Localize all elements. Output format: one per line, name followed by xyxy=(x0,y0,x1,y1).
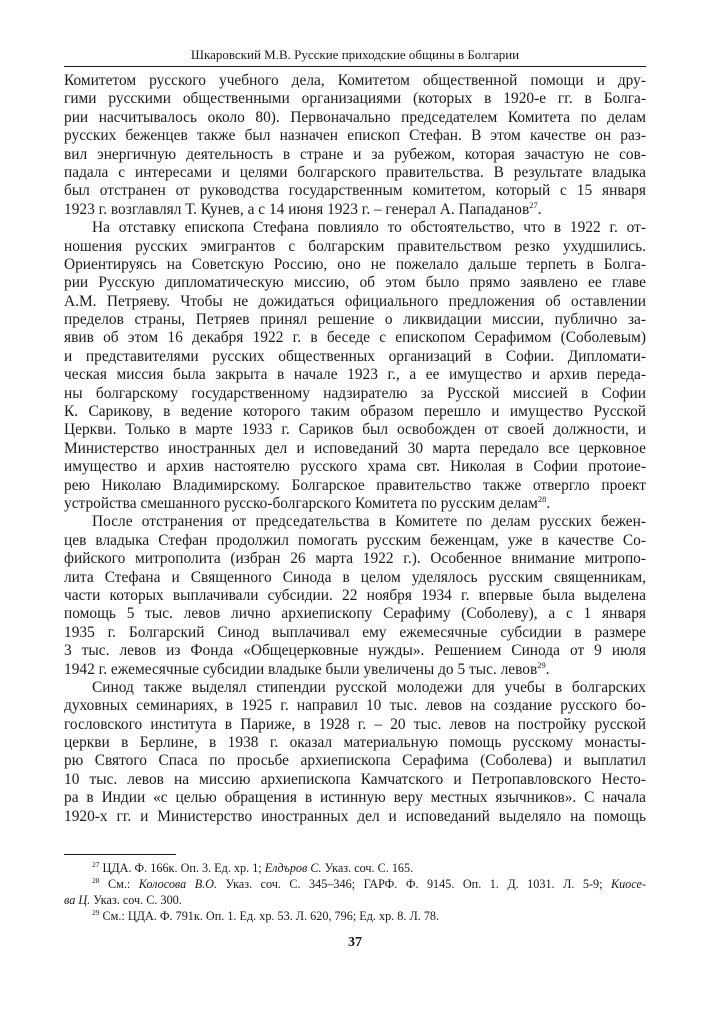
body-line xyxy=(64,366,646,384)
text-run: ны болгарскому государственному надзирателю за Русской миссией в Софии xyxy=(64,384,646,402)
body-line xyxy=(64,311,646,329)
body-line xyxy=(64,808,646,826)
text-run: явив об этом 16 декабря 1922 г. в беседе с епископом Серафимом (Соболевым) xyxy=(64,329,646,347)
body-line xyxy=(64,624,646,642)
text-run: . xyxy=(545,660,550,678)
text-run: гословского института в Париже, в 1928 г. – 20 тыс. левов на постройку русской xyxy=(64,715,646,733)
text-run: Ориентируясь на Советскую Россию, оно не пожелало дальше терпеть в Болга- xyxy=(64,255,646,273)
body-line xyxy=(64,440,646,458)
footnote-ref: 29 xyxy=(92,908,100,917)
author-name: Киосе- xyxy=(610,877,646,891)
text-run: пределов страны, Петряев принял решение о ликвидации миссии, публично за- xyxy=(64,311,646,329)
author-name: Колосова В.О. xyxy=(138,877,218,891)
body-line xyxy=(64,734,646,752)
body-line xyxy=(64,789,646,807)
text-run: . xyxy=(546,494,551,512)
body-line xyxy=(64,495,646,513)
body-line xyxy=(64,532,646,550)
body-line xyxy=(64,697,646,715)
body-line xyxy=(64,164,646,182)
text-run: 1935 г. Болгарский Синод выплачивал ему ежемесячные субсидии в размере xyxy=(64,623,646,641)
body-line xyxy=(64,219,646,237)
text-run: русских беженцев также был назначен епископ Стефан. В этом качестве он раз- xyxy=(64,127,646,145)
body-line xyxy=(64,146,646,164)
text-run: духовных семинариях, в 1925 г. направил 10 тыс. левов на создание русского бо- xyxy=(64,697,646,715)
text-run: После отстранения от председательства в Комитете по делам русских бежен- xyxy=(92,513,646,531)
body-line xyxy=(64,771,646,789)
text-run: цев владыка Стефан продолжил помогать русским беженцам, уже в качестве Со- xyxy=(64,531,646,549)
text-run: 3 тыс. левов из Фонда «Общецерковные нужды». Решением Синода от 9 июля xyxy=(64,642,646,660)
footnote-line xyxy=(64,892,646,908)
footnote-line xyxy=(64,860,646,876)
body-line xyxy=(64,403,646,421)
text-run: Синод также выделял стипендии русской молодежи для учебы в болгарских xyxy=(92,678,646,696)
text-run: А.М. Петряеву. Чтобы не дожидаться официального предложения об оставлении xyxy=(64,292,646,310)
running-head: Шкаровский М.В. Русские приходские общины в Болгарии xyxy=(190,47,520,62)
text-run: К. Сарикову, в ведение которого таким образом перешло и имущество Русской xyxy=(64,403,646,421)
body-line xyxy=(64,182,646,200)
text-run: . xyxy=(537,200,542,218)
text-run: фийского митрополита (избран 26 марта 1922 г.). Особенное внимание митропо- xyxy=(64,550,646,568)
body-line xyxy=(64,238,646,256)
body-line xyxy=(64,477,646,495)
footnote-ref: 28 xyxy=(92,876,100,885)
body-line xyxy=(64,421,646,439)
text-run: См.: xyxy=(99,877,139,891)
body-line xyxy=(64,752,646,770)
body-line xyxy=(64,679,646,697)
text-run: рии Русскую дипломатическую миссию, об этом было прямо заявлено ее главе xyxy=(64,274,646,292)
footnote-rule xyxy=(64,854,176,855)
footnotes xyxy=(64,860,646,924)
text-run: 1942 г. ежемесячные субсидии владыке были увеличены до 5 тыс. левов xyxy=(64,660,538,678)
footnote-ref: 29 xyxy=(537,660,546,670)
text-run: и представителями русских общественных организаций в Софии. Дипломати- xyxy=(64,347,646,365)
text-run: рею Николаю Владимирскому. Болгарское правительство также отвергло проект xyxy=(64,476,646,494)
text-run: ЦДА. Ф. 166к. Оп. 3. Ед. хр. 1; xyxy=(99,861,265,875)
text-run: рии насчитывалось около 80). Первоначально председателем Комитета по делам xyxy=(64,108,646,126)
body-line xyxy=(64,642,646,660)
text-run: падала с интересами и целями болгарского правительства. В результате владыка xyxy=(64,163,646,181)
footnote-ref: 27 xyxy=(529,200,538,210)
text-run: рю Святого Спаса по просьбе архиепископа Серафима (Соболева) и выплатил xyxy=(64,752,646,770)
body-line xyxy=(64,256,646,274)
body-line xyxy=(64,605,646,623)
footnote-ref: 28 xyxy=(537,494,547,504)
text-run: Комитетом русского учебного дела, Комитетом общественной помощи и дру- xyxy=(64,72,646,89)
body-line xyxy=(64,550,646,568)
body-line xyxy=(64,716,646,734)
book-page xyxy=(64,0,646,1010)
body-line xyxy=(64,348,646,366)
text-run: ческая миссия была закрыта в начале 1923 г., а ее имущество и архив переда- xyxy=(64,366,646,384)
text-run: Церкви. Только в марте 1933 г. Сариков был освобожден от своей должности, и xyxy=(64,421,646,439)
body-line xyxy=(64,127,646,145)
body-line xyxy=(64,72,646,90)
footnote-ref: 27 xyxy=(92,860,100,869)
footnote-line xyxy=(64,908,646,924)
text-run: См.: ЦДА. Ф. 791к. Оп. 1. Ед. хр. 53. Л. 620, 796; Ед. хр. 8. Л. 78. xyxy=(99,909,440,923)
text-run: 1923 г. возглавлял Т. Кунев, а с 14 июня 1923 г. – генерал А. Пападанов xyxy=(64,200,530,218)
text-run: гими русскими общественными организациями (которых в 1920-е гг. в Болга- xyxy=(64,90,646,108)
footnote-line xyxy=(64,876,646,892)
text-run: 1920-х гг. и Министерство иностранных дел и исповеданий выделяло на помощь xyxy=(64,807,646,825)
text-run: ра в Индии «с целью обращения в истинную веру местных язычников». С начала xyxy=(64,789,646,807)
body-line xyxy=(64,90,646,108)
body-line xyxy=(64,661,646,679)
body-text xyxy=(64,72,646,826)
body-line xyxy=(64,201,646,219)
text-run: На отставку епископа Стефана повлияло то обстоятельство, что в 1922 г. от- xyxy=(92,219,646,237)
text-run: Указ. соч. С. 165. xyxy=(321,861,414,875)
text-run: части которых выплачивали субсидии. 22 ноября 1934 г. впервые была выделена xyxy=(64,586,646,604)
text-run: Указ. соч. С. 300. xyxy=(90,893,182,907)
body-line xyxy=(64,329,646,347)
header-rule xyxy=(64,66,646,67)
body-line xyxy=(64,293,646,311)
text-run: Министерство иностранных дел и исповеданий 30 марта передало все церковное xyxy=(64,439,646,457)
body-line xyxy=(64,109,646,127)
text-run: вил энергичную деятельность в стране и за рубежом, которая зачастую не сов- xyxy=(64,145,646,163)
page-number: 37 xyxy=(348,935,362,950)
text-run: лита Стефана и Священного Синода в целом уделялось русским священникам, xyxy=(64,568,646,586)
text-run: устройства смешанного русско-болгарского Комитета по русским делам xyxy=(64,494,538,512)
body-line xyxy=(64,458,646,476)
text-run: ношения русских эмигрантов с болгарским правительством резко ухудшились. xyxy=(64,237,646,255)
author-name: ва Ц. xyxy=(64,893,91,907)
text-run: был отстранен от руководства государственным комитетом, который с 15 января xyxy=(64,182,646,200)
author-name: Елдъров С. xyxy=(264,861,322,875)
text-run: Указ. соч. С. 345–346; ГАРФ. Ф. 9145. Оп. 1. Д. 1031. Л. 5-9; xyxy=(217,877,611,891)
body-line xyxy=(64,569,646,587)
text-run: имущество и архив настоятелю русского храма свт. Николая в Софии протоие- xyxy=(64,458,646,476)
text-run: 10 тыс. левов на миссию архиепископа Камчатского и Петропавловского Несто- xyxy=(64,770,646,788)
body-line xyxy=(64,587,646,605)
text-run: помощь 5 тыс. левов лично архиепископу Серафиму (Соболеву), а с 1 января xyxy=(64,605,646,623)
body-line xyxy=(64,274,646,292)
body-line xyxy=(64,513,646,531)
text-run: церкви в Берлине, в 1938 г. оказал материальную помощь русскому монасты- xyxy=(64,734,646,752)
body-line xyxy=(64,385,646,403)
